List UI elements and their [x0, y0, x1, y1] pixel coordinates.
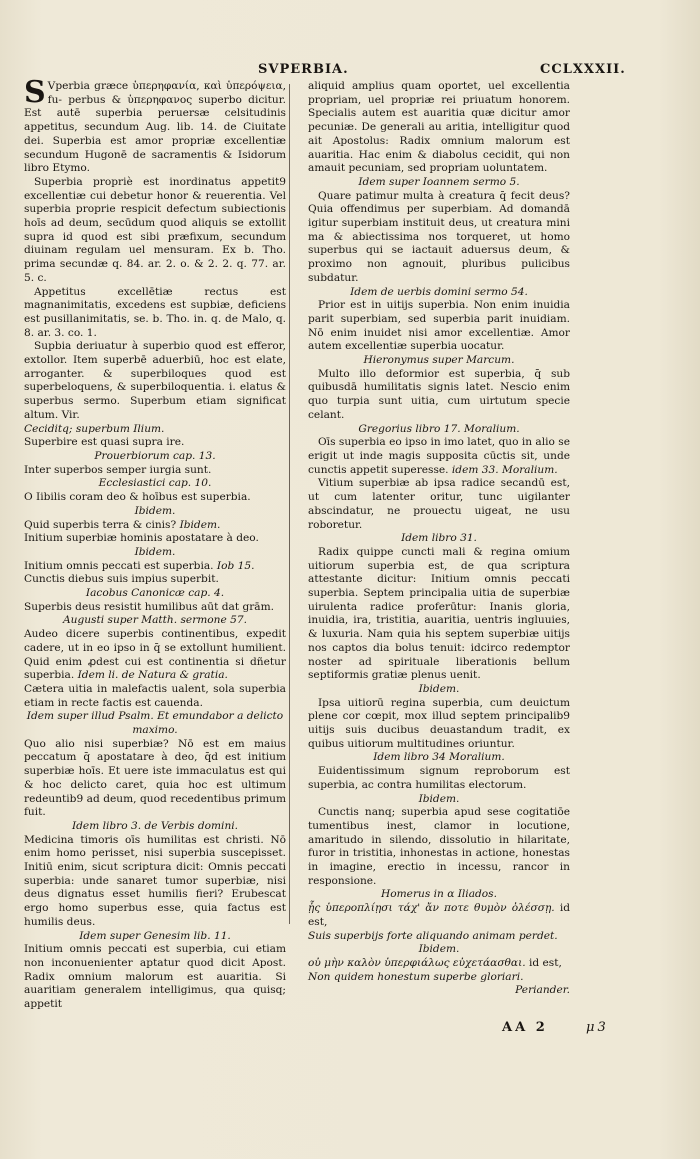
quotation-text: Audeo dicere superbis continentibus, expedit cadere, ut in eo ipso in q̄ se extollunt humilient. Quid enim ꝓdest cui est continentia si dñetur superbia. [24, 628, 286, 682]
quotation [24, 560, 286, 574]
source-heading: Homerus in α Iliados. [381, 888, 497, 901]
paragraph: Supbia deriuatur à superbio quod est efferor, extollor. Item superbē aduerbiū, hoc est elate, arroganter. & superbiloques quod est superbeloquens, & superbiloquentia. i. elatus & superbus sermo. Superbum etiam significat altum. Vir. [24, 340, 286, 421]
catchword: Periander. [515, 984, 570, 997]
source-heading: Idem de uerbis domini sermo 54. [350, 285, 528, 298]
quotation: Prior est in uitijs superbia. Non enim inuidia parit superbiam, sed superbia parit inuidiam. Nō enim inuidet nisi amor excellentiæ. Amor autem excellentiæ superbia uocatur. [308, 299, 570, 353]
quotation: Quare patimur multa à creatura q̄ fecit deus? Quia offendimus per superbiam. Ad domandā igitur superbiam instituit deus, ut creatura mini ma & abiectissima nos torqueret, ut homo superbus qui se iactauit aduersus deum, & proximo non agnouit, pluribus pulicibus subdatur. [308, 189, 570, 284]
source-ref: idem 33. Moralium. [451, 463, 558, 476]
left-column [24, 75, 286, 1012]
verse-text: Ceciditq; superbum Ilium. [24, 422, 165, 435]
quotation: Cunctis nanq; superbia apud sese cogitatiōe tumentibus inest, clamor in locutione, amaritudo in silendo, dissolutio in hilaritate, furor in tristitia, inhonestas in actione, honestas in imagine, erectio in incessu, rancor in responsione. [308, 806, 570, 887]
quotation: Superbis deus resistit humilibus aūt dat grām. [24, 600, 275, 613]
source-heading: Idem super Ioannem sermo 5. [358, 175, 520, 188]
source-ref: Idem li. de Natura & gratia. [77, 669, 228, 682]
quotation: Radix quippe cuncti mali & regina omium uitiorum superbia est, de qua scriptura attestante dicitur: Initium omnis peccati superbia. Septem principalia uitia de superbiæ uirulenta radice proferūtur: Inanis gloria, inuidia, ira, tristitia, auaritia, uentris ingluuies, & luxuria. Nam quia his septem superbiæ uitijs nos captos dia bolus tenuit: idcirco redemptor noster ad spirituale liberationis bellum septiformis gratiæ plenus uenit. [308, 545, 570, 682]
translation-text: Suis superbijs forte aliquando animam perdet. [308, 929, 558, 942]
greek-verse [308, 957, 570, 971]
drop-cap: S [24, 75, 46, 110]
quotation: Initium superbiæ hominis apostatare à deo. [24, 532, 259, 545]
quotation-text: Quid superbis terra & cinis? [24, 518, 177, 531]
source-heading: Ibidem. [418, 682, 460, 695]
quotation: Medicina timoris oīs humilitas est christi. Nō enim homo perisset, nisi superbia suscepisset. Initiū enim, sicut scriptura dicit: Omnis peccati superbia: unde sanaret tumor superbiæ, nisi deus dignatus esset humilis fieri? Erubescat ergo homo superbus esse, quia factus est humilis deus. [24, 833, 286, 928]
source-heading: Idem super Genesim lib. 11. [79, 929, 231, 942]
verse-quote [24, 423, 286, 437]
source-heading: Iacobus Canonicæ cap. 4. [85, 587, 225, 600]
greek-text: ᾗς ὑπεροπλίῃσι τάχ' ἄν ποτε θυμὸν ὀλέσσῃ. [308, 902, 555, 915]
source-heading: Ibidem. [418, 943, 460, 956]
quotation [24, 519, 286, 533]
paragraph [24, 75, 286, 176]
quotation: Initium omnis peccati est superbia, cui etiam non inconuenienter aptatur quod dicit Apost. Radix omnium malorum est auaritia. Si auaritiam generalem intelligimus, qua quisq; appetit [24, 943, 286, 1011]
quotation: Euidentissimum signum reproborum est superbia, ac contra humilitas electorum. [308, 765, 570, 791]
greek-verse [308, 902, 570, 929]
quotation: Quo alio nisi superbiæ? Nō est em maius peccatum q̄ apostatare à deo, q̄d est initium superbiæ hoīs. Et uere iste immaculatus est qui & hoc delicto caret, quia hoc est ultimum redeuntib9 ad deum, quod recedentibus primum fuit. [24, 737, 286, 819]
column-divider [289, 84, 290, 924]
source-heading: Ecclesiastici cap. 10. [98, 477, 212, 490]
gloss-tag: id est, [308, 902, 570, 928]
paragraph: Superbire est quasi supra ire. [24, 436, 185, 449]
signature-mark [502, 1020, 609, 1035]
source-heading: Ibidem. [134, 504, 176, 517]
quotation: Cætera uitia in malefactis ualent, sola superbia etiam in recte factis est cauenda. [24, 682, 286, 709]
quotation-text: Initium omnis peccati est superbia. [24, 559, 214, 572]
quotation: Vitium superbiæ ab ipsa radice secandū est, ut cum latenter oritur, tunc uigilanter abscindatur, ne prouectu uigeat, ne usu roboretur. [308, 477, 570, 531]
source-ref: Ibidem. [179, 518, 221, 531]
folio-number: CCLXXXII. [540, 62, 626, 77]
right-column [308, 80, 570, 998]
source-heading: Ibidem. [134, 545, 176, 558]
translation-text: Non quidem honestum superbe gloriari. [308, 970, 524, 983]
quotation: Inter superbos semper iurgia sunt. [24, 463, 212, 476]
running-head [0, 62, 700, 82]
source-ref: Iob 15. [216, 559, 255, 572]
quotation [308, 436, 570, 477]
greek-text: οὐ μὴν καλὸν ὑπερφιάλως εὐχετάασθαι. [308, 957, 526, 969]
paragraph: aliquid amplius quam oportet, uel excellentia propriam, uel propriæ rei priuatum honorem. Specialis autem est auaritia quæ dicitur amor pecuniæ. De generali au aritia, intelligitur quod ait Apostolus: Radix omnium malorum est auaritia. Hac enim & diabolus cecidit, qui non amauit pecuniam, sed propriam uoluntatem. [308, 80, 570, 175]
source-heading: Idem libro 3. de Verbis domini. [71, 819, 239, 832]
quotation [24, 628, 286, 683]
quotation: O Iibilis coram deo & hoībus est superbia. [24, 491, 251, 504]
source-heading: Ibidem. [418, 792, 460, 805]
quotation-text: Oīs superbia eo ipso in imo latet, quo in alio se erigit ut inde magis supposita cūctis sit, unde cunctis appetit superesse. [308, 436, 570, 476]
quotation: Multo illo deformior est superbia, q̄ sub quibusdā humilitatis signis latet. Nescio enim quo turpia sunt uitia, cum uirtutum specie celant. [308, 367, 570, 421]
quotation: Ipsa uitiorū regina superbia, cum deuictum plene cor cœpit, mox illud septem principalib9 uitijs suis ducibus deuastandum tradit, ex quibus uitiorum multitudines oriuntur. [308, 696, 570, 750]
printer-mark: μ3 [586, 1020, 609, 1035]
source-heading: Augusti super Matth. sermone 57. [62, 614, 247, 627]
signature-text: AA 2 [502, 1020, 548, 1035]
running-title: SVPERBIA. [258, 62, 349, 77]
source-heading: Idem super illud Psalm. Et emundabor a delicto maximo. [26, 710, 284, 737]
quotation: Cunctis diebus suis impius superbit. [24, 573, 219, 586]
source-heading: Idem libro 34 Moralium. [373, 751, 505, 764]
latin-translation [308, 930, 570, 944]
source-heading: Prouerbiorum cap. 13. [94, 449, 216, 462]
source-heading: Hieronymus super Marcum. [363, 354, 515, 367]
source-heading: Gregorius libro 17. Moralium. [358, 422, 520, 435]
paragraph: Superbia propriè est inordinatus appetit9 excellentiæ cui debetur honor & reuerentia. Vel superbia proprie respicit defectum subiectionis hoīs ad deum, secūdum quod aliquis se extollit supra id quod est sibi præfixum, secundum diuinam regulam uel mensuram. Ex b. Tho. prima secundæ q. 84. ar. 2. o. & 2. 2. q. 77. ar. 5. c. [24, 175, 286, 284]
paragraph-text: Vperbia græce ὑπερηφανία, καὶ ὑπερόψεια, fu- perbus & ὑπερηφανος superbo dicitur. Est autē superbia peruersæ celsitudinis appetitus, secundum Aug. lib. 14. de Ciuitate dei. Superbia est amor propriæ excellentiæ secundum Hugonē de sacramentis & Isidorum libro Etymo. [24, 80, 286, 175]
gloss-tag: id est, [528, 957, 562, 969]
paragraph: Appetitus excellētiæ rectus est magnanimitatis, excedens est supbiæ, deficiens est pusillanimitatis, se. b. Tho. in. q. de Malo, q. 8. ar. 3. co. 1. [24, 285, 286, 339]
source-heading: Idem libro 31. [401, 532, 477, 545]
latin-translation [308, 971, 570, 985]
